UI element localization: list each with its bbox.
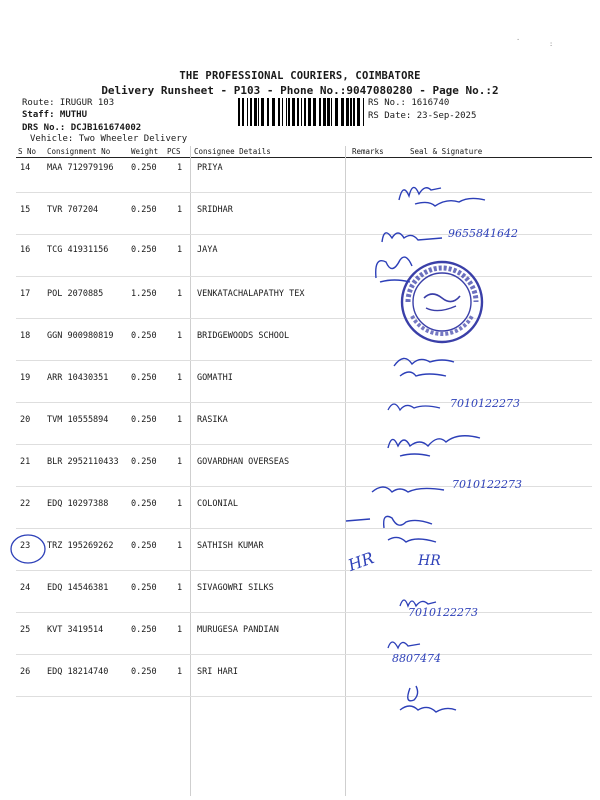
row-divider bbox=[16, 444, 592, 445]
table-row bbox=[0, 625, 600, 639]
handwritten-phone-25: 8807474 bbox=[392, 652, 441, 665]
signature-20 bbox=[384, 428, 484, 462]
row-weight: 0.250 bbox=[131, 163, 157, 173]
drs-number: DRS No.: DCJB161674002 bbox=[22, 123, 142, 133]
barcode-bar bbox=[335, 98, 338, 126]
row-sno: 16 bbox=[20, 245, 31, 255]
barcode-bar bbox=[238, 98, 240, 126]
company-name: THE PROFESSIONAL COURIERS, COIMBATORE bbox=[179, 70, 421, 82]
row-consignee: RASIKA bbox=[197, 415, 228, 425]
row-sno: 20 bbox=[20, 415, 31, 425]
signature-21 bbox=[368, 478, 448, 500]
col-seal-signature: Seal & Signature bbox=[410, 147, 483, 156]
signature-19 bbox=[384, 396, 444, 416]
row-divider bbox=[16, 654, 592, 655]
row-consignee: BRIDGEWOODS SCHOOL bbox=[197, 331, 290, 341]
barcode-bar bbox=[357, 98, 360, 126]
barcode-bar bbox=[261, 98, 264, 126]
handwritten-phone-19: 7010122273 bbox=[450, 397, 520, 410]
col-consignment: Consignment No bbox=[47, 147, 111, 156]
row-sno: 22 bbox=[20, 499, 31, 509]
row-weight: 0.250 bbox=[131, 331, 157, 341]
table-row bbox=[0, 667, 600, 681]
column-divider bbox=[190, 146, 191, 796]
table-row bbox=[0, 415, 600, 429]
row-consignment-no: EDQ 10297388 bbox=[47, 499, 109, 509]
row-sno: 21 bbox=[20, 457, 31, 467]
barcode-bar bbox=[319, 98, 321, 126]
col-remarks: Remarks bbox=[352, 147, 384, 156]
row-consignee: GOVARDHAN OVERSEAS bbox=[197, 457, 290, 467]
barcode-bar bbox=[363, 98, 364, 126]
barcode-bar bbox=[258, 98, 259, 126]
row-sno: 26 bbox=[20, 667, 31, 677]
row-weight: 0.250 bbox=[131, 499, 157, 509]
row-consignee: VENKATACHALAPATHY TEX bbox=[197, 289, 305, 299]
row-sno: 17 bbox=[20, 289, 31, 299]
row-weight: 1.250 bbox=[131, 289, 157, 299]
row-pcs: 1 bbox=[177, 331, 183, 341]
row-weight: 0.250 bbox=[131, 457, 157, 467]
col-pcs: PCS bbox=[167, 147, 181, 156]
barcode-bar bbox=[267, 98, 269, 126]
row-consignee: COLONIAL bbox=[197, 499, 238, 509]
pen-dash bbox=[344, 516, 372, 524]
row-consignment-no: TRZ 195269262 bbox=[47, 541, 114, 551]
table-row bbox=[0, 541, 600, 555]
signature-14 bbox=[395, 176, 495, 216]
table-row bbox=[0, 289, 600, 303]
circle-mark bbox=[8, 532, 48, 566]
row-divider bbox=[16, 696, 592, 697]
barcode-bar bbox=[242, 98, 244, 126]
row-consignment-no: POL 2070885 bbox=[47, 289, 104, 299]
route-label: Route: IRUGUR 103 bbox=[22, 98, 115, 108]
barcode bbox=[238, 98, 364, 126]
barcode-bar bbox=[350, 98, 352, 126]
row-weight: 0.250 bbox=[131, 205, 157, 215]
vehicle-label: Vehicle: Two Wheeler Delivery bbox=[30, 134, 188, 144]
barcode-bar bbox=[323, 98, 326, 126]
handwritten-phone-24: 7010122273 bbox=[408, 606, 478, 619]
row-consignee: JAYA bbox=[197, 245, 218, 255]
table-row bbox=[0, 331, 600, 345]
row-divider bbox=[16, 276, 592, 277]
row-consignment-no: KVT 3419514 bbox=[47, 625, 104, 635]
scan-speck: : bbox=[549, 40, 554, 48]
row-divider bbox=[16, 612, 592, 613]
barcode-bar bbox=[304, 98, 306, 126]
col-weight: Weight bbox=[131, 147, 159, 156]
table-row bbox=[0, 373, 600, 387]
row-weight: 0.250 bbox=[131, 583, 157, 593]
row-pcs: 1 bbox=[177, 541, 183, 551]
row-consignment-no: GGN 900980819 bbox=[47, 331, 114, 341]
table-row bbox=[0, 205, 600, 219]
row-consignee: SRIDHAR bbox=[197, 205, 233, 215]
row-consignment-no: TVM 10555894 bbox=[47, 415, 109, 425]
barcode-bar bbox=[286, 98, 287, 126]
row-consignee: SATHISH KUMAR bbox=[197, 541, 264, 551]
row-divider bbox=[16, 192, 592, 193]
row-consignment-no: MAA 712979196 bbox=[47, 163, 114, 173]
barcode-bar bbox=[250, 98, 252, 126]
row-pcs: 1 bbox=[177, 625, 183, 635]
row-consignee: SRI HARI bbox=[197, 667, 238, 677]
row-divider bbox=[16, 528, 592, 529]
row-consignment-no: EDQ 14546381 bbox=[47, 583, 109, 593]
row-pcs: 1 bbox=[177, 245, 183, 255]
header-rule bbox=[16, 157, 592, 158]
row-consignment-no: ARR 10430351 bbox=[47, 373, 109, 383]
barcode-bar bbox=[278, 98, 280, 126]
row-pcs: 1 bbox=[177, 373, 183, 383]
row-consignment-no: EDQ 18214740 bbox=[47, 667, 109, 677]
row-divider bbox=[16, 570, 592, 571]
barcode-bar bbox=[313, 98, 316, 126]
row-weight: 0.250 bbox=[131, 667, 157, 677]
row-consignee: MURUGESA PANDIAN bbox=[197, 625, 279, 635]
table-row bbox=[0, 583, 600, 597]
row-sno: 19 bbox=[20, 373, 31, 383]
row-weight: 0.250 bbox=[131, 541, 157, 551]
row-divider bbox=[16, 318, 592, 319]
row-pcs: 1 bbox=[177, 499, 183, 509]
signature-17 bbox=[370, 248, 420, 288]
row-pcs: 1 bbox=[177, 289, 183, 299]
row-sno: 24 bbox=[20, 583, 31, 593]
table-row bbox=[0, 457, 600, 471]
row-pcs: 1 bbox=[177, 667, 183, 677]
scan-speck: · bbox=[516, 36, 521, 44]
row-weight: 0.250 bbox=[131, 415, 157, 425]
row-sno: 23 bbox=[20, 541, 31, 551]
barcode-bar bbox=[247, 98, 248, 126]
barcode-bar bbox=[297, 98, 299, 126]
barcode-bar bbox=[331, 98, 332, 126]
handwritten-annotation-hr: HR bbox=[345, 548, 377, 575]
signature-16 bbox=[378, 222, 448, 248]
signature-18 bbox=[390, 348, 460, 382]
row-consignee: GOMATHI bbox=[197, 373, 233, 383]
row-divider bbox=[16, 360, 592, 361]
barcode-bar bbox=[353, 98, 355, 126]
barcode-bar bbox=[292, 98, 295, 126]
table-row bbox=[0, 245, 600, 259]
table-row bbox=[0, 499, 600, 513]
barcode-bar bbox=[254, 98, 257, 126]
row-sno: 15 bbox=[20, 205, 31, 215]
col-consignee: Consignee Details bbox=[194, 147, 271, 156]
row-pcs: 1 bbox=[177, 457, 183, 467]
runsheet-title: Delivery Runsheet - P103 - Phone No.:9047080280 - Page No.:2 bbox=[101, 84, 499, 97]
row-consignment-no: TVR 707204 bbox=[47, 205, 99, 215]
handwritten-hr-23: HR bbox=[418, 553, 441, 569]
barcode-bar bbox=[282, 98, 283, 126]
row-weight: 0.250 bbox=[131, 245, 157, 255]
staff-label: Staff: MUTHU bbox=[22, 110, 88, 120]
barcode-bar bbox=[288, 98, 290, 126]
barcode-bar bbox=[301, 98, 302, 126]
row-sno: 25 bbox=[20, 625, 31, 635]
row-weight: 0.250 bbox=[131, 625, 157, 635]
signature-23 bbox=[376, 508, 446, 552]
rs-number: RS No.: 1616740 bbox=[368, 98, 450, 108]
table-row bbox=[0, 163, 600, 177]
rs-date: RS Date: 23-Sep-2025 bbox=[368, 111, 477, 121]
row-consignee: SIVAGOWRI SILKS bbox=[197, 583, 274, 593]
col-sno: S No bbox=[18, 147, 37, 156]
row-pcs: 1 bbox=[177, 205, 183, 215]
barcode-bar bbox=[308, 98, 311, 126]
barcode-bar bbox=[346, 98, 349, 126]
row-pcs: 1 bbox=[177, 163, 183, 173]
barcode-bar bbox=[327, 98, 330, 126]
row-consignee: PRIYA bbox=[197, 163, 223, 173]
barcode-bar bbox=[341, 98, 344, 126]
handwritten-phone-16: 9655841642 bbox=[448, 227, 518, 240]
signature-26 bbox=[394, 680, 464, 724]
row-sno: 14 bbox=[20, 163, 31, 173]
row-consignment-no: TCG 41931156 bbox=[47, 245, 109, 255]
row-pcs: 1 bbox=[177, 415, 183, 425]
row-consignment-no: BLR 2952110433 bbox=[47, 457, 119, 467]
row-sno: 18 bbox=[20, 331, 31, 341]
barcode-bar bbox=[272, 98, 275, 126]
row-weight: 0.250 bbox=[131, 373, 157, 383]
handwritten-phone-21: 7010122273 bbox=[452, 478, 522, 491]
column-divider bbox=[345, 146, 346, 796]
row-pcs: 1 bbox=[177, 583, 183, 593]
